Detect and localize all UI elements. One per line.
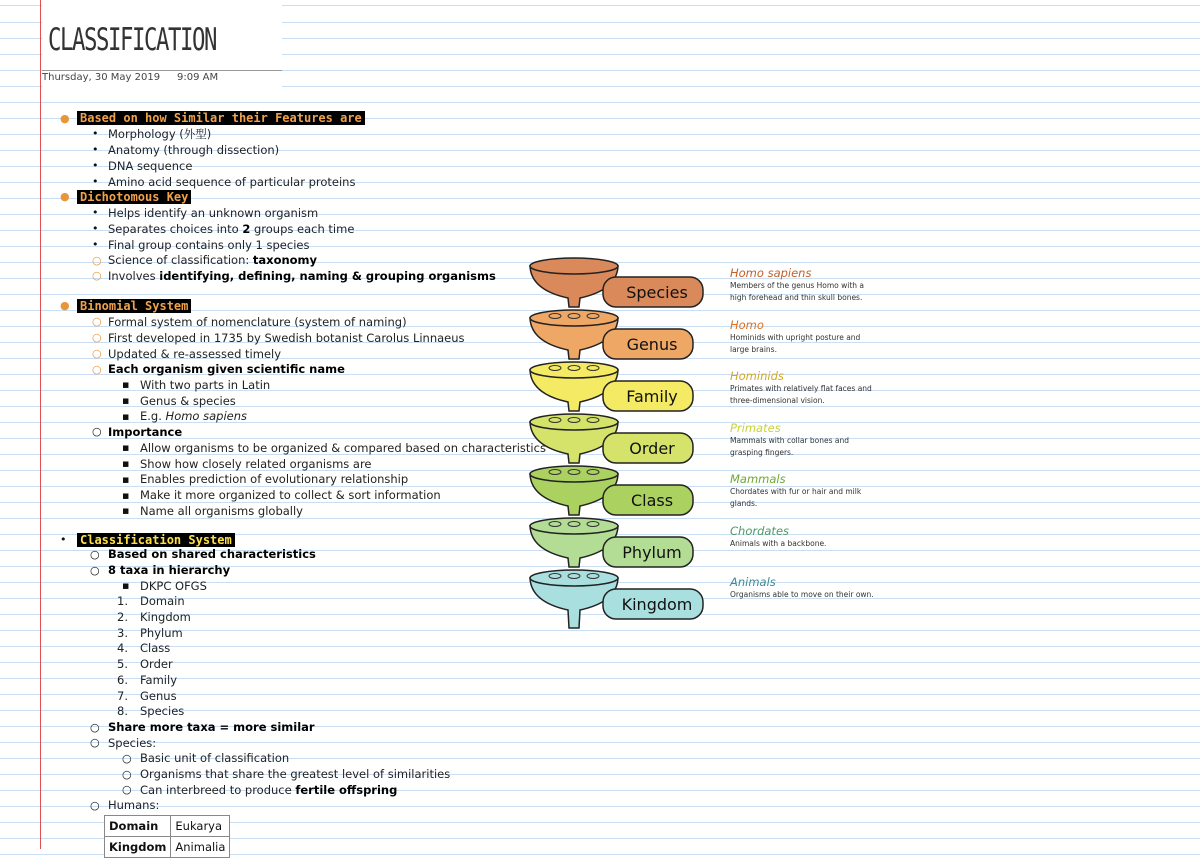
taxa-desc-line: grasping fingers. — [730, 447, 794, 457]
taxa-description — [730, 472, 880, 510]
list-item: Genus & species — [140, 394, 236, 408]
funnel-rim — [530, 258, 618, 274]
list-item: Each organism given scientific name — [108, 362, 345, 376]
bullet-icon: • — [92, 127, 99, 140]
hollow-bullet-icon: ○ — [92, 363, 102, 376]
taxa-name: Mammals — [730, 472, 786, 486]
list-item: With two parts in Latin — [140, 378, 271, 392]
hollow-bullet-icon: ○ — [90, 548, 100, 561]
list-item: Morphology (外型) — [108, 127, 212, 141]
taxa-description — [730, 318, 880, 356]
rank-label-kingdom — [603, 589, 703, 619]
taxa-number: 2. — [117, 610, 128, 624]
taxa-desc-line: Mammals with collar bones and — [730, 435, 850, 445]
rank-label-text: Phylum — [622, 543, 682, 562]
taxa-desc-line: high forehead and thin skull bones. — [730, 293, 863, 302]
rank-label-text: Class — [630, 491, 674, 510]
list-item: Can interbreed to produce fertile offspring — [140, 783, 398, 797]
taxa-description — [730, 421, 880, 459]
rank-label-text: Family — [626, 387, 678, 406]
list-item: Show how closely related organisms are — [140, 457, 372, 471]
taxa-item: Class — [140, 641, 171, 655]
list-item: Based on shared characteristics — [108, 547, 316, 561]
list-item: Species: — [108, 736, 157, 750]
taxa-number: 5. — [117, 657, 128, 671]
taxa-item: Phylum — [140, 626, 183, 640]
taxa-name: Primates — [730, 420, 781, 435]
section-heading-dichotomous: Dichotomous Key — [77, 189, 191, 205]
taxa-number: 8. — [117, 704, 128, 718]
taxa-desc-line: Organisms able to move on their own. — [730, 590, 874, 599]
list-item: Name all organisms globally — [140, 504, 303, 518]
list-item: Amino acid sequence of particular proteins — [108, 175, 356, 189]
funnel-labels — [603, 277, 703, 619]
list-item: E.g. Homo sapiens — [140, 409, 248, 423]
page-time: 9:09 AM — [177, 72, 219, 83]
square-bullet-icon: ▪ — [122, 473, 130, 486]
taxa-name: Homo — [730, 317, 764, 332]
list-item: Humans: — [108, 798, 160, 812]
hollow-bullet-icon: ○ — [122, 752, 132, 765]
list-item: Helps identify an unknown organism — [108, 206, 319, 220]
list-item: Anatomy (through dissection) — [108, 143, 280, 157]
section-heading-binomial: Binomial System — [77, 298, 191, 314]
taxa-item: Family — [140, 673, 178, 687]
section-heading-similar: Based on how Similar their Features are — [77, 110, 365, 126]
section-bullet-icon: ● — [60, 112, 70, 125]
rank-label-text: Species — [626, 283, 688, 302]
table-row — [105, 837, 230, 858]
taxa-description — [730, 369, 880, 407]
hollow-bullet-icon: ○ — [92, 347, 102, 360]
taxa-desc-line: Chordates with fur or hair and milk — [730, 487, 862, 496]
taxa-number: 4. — [117, 641, 128, 655]
square-bullet-icon: ▪ — [122, 579, 130, 592]
list-item: Basic unit of classification — [140, 751, 290, 765]
list-item: Updated & re-assessed timely — [108, 347, 282, 361]
taxa-name: Animals — [730, 575, 776, 589]
list-item: DKPC OFGS — [140, 579, 207, 593]
taxa-desc-line: large brains. — [730, 344, 777, 354]
taxa-name: Hominids — [730, 369, 784, 383]
rank-label-genus — [603, 329, 693, 359]
taxa-item: Kingdom — [140, 610, 191, 624]
rank-label-family — [603, 381, 693, 411]
table-cell: Domain — [105, 816, 171, 837]
hollow-bullet-icon: ○ — [90, 736, 100, 749]
bullet-icon: • — [92, 175, 99, 188]
hollow-bullet-icon: ○ — [90, 564, 100, 577]
list-item: Make it more organized to collect & sort information — [140, 488, 441, 502]
taxa-desc-line: Hominids with upright posture and — [730, 332, 861, 342]
list-item: Final group contains only 1 species — [108, 238, 310, 252]
notes-body[interactable] — [0, 0, 546, 854]
square-bullet-icon: ▪ — [122, 457, 130, 470]
rank-label-text: Genus — [626, 335, 678, 354]
taxa-number: 3. — [117, 626, 128, 640]
hollow-bullet-icon: ○ — [122, 768, 132, 781]
section-bullet-icon: ● — [60, 299, 70, 312]
list-item: DNA sequence — [108, 159, 193, 173]
list-item: Allow organisms to be organized & compared based on characteristics — [140, 441, 546, 455]
hollow-bullet-icon: ○ — [122, 783, 132, 796]
taxa-number: 7. — [117, 689, 128, 703]
rank-label-text: Kingdom — [621, 595, 693, 614]
list-item: Involves identifying, defining, naming & grouping organisms — [108, 269, 496, 283]
taxa-item: Order — [140, 657, 173, 671]
square-bullet-icon: ▪ — [122, 410, 130, 423]
taxa-desc-line: Animals with a backbone. — [730, 538, 827, 548]
taxa-desc-line: Primates with relatively flat faces and — [730, 384, 872, 393]
taxa-number: 1. — [117, 594, 128, 608]
taxa-description — [730, 575, 880, 601]
bullet-icon: • — [92, 206, 99, 219]
square-bullet-icon: ▪ — [122, 489, 130, 502]
hollow-bullet-icon: ○ — [90, 721, 100, 734]
taxa-item: Species — [140, 704, 185, 718]
hollow-bullet-icon: ○ — [90, 799, 100, 812]
taxa-description — [730, 524, 880, 550]
hollow-bullet-icon: ○ — [92, 269, 102, 282]
square-bullet-icon: ▪ — [122, 441, 130, 454]
page-date: Thursday, 30 May 2019 — [42, 72, 161, 83]
humans-table[interactable] — [104, 815, 230, 858]
hollow-bullet-icon: ○ — [92, 315, 102, 328]
rank-label-text: Order — [629, 439, 675, 458]
hollow-bullet-icon: ○ — [92, 254, 102, 267]
bullet-icon: • — [92, 143, 99, 156]
rank-label-species — [603, 277, 703, 307]
list-item: Share more taxa = more similar — [108, 720, 315, 734]
list-item: First developed in 1735 by Swedish botanist Carolus Linnaeus — [108, 331, 465, 345]
page-title[interactable]: CLASSIFICATION — [48, 22, 216, 58]
section-heading-system: Classification System — [77, 532, 235, 548]
square-bullet-icon: ▪ — [122, 378, 130, 391]
taxa-name: Chordates — [730, 523, 790, 538]
taxa-item: Domain — [140, 594, 185, 608]
square-bullet-icon: ▪ — [122, 394, 130, 407]
table-cell: Eukarya — [171, 816, 230, 837]
taxa-description — [730, 266, 880, 304]
table-cell: Kingdom — [105, 837, 171, 858]
taxa-funnel-diagram[interactable] — [525, 252, 725, 637]
rank-label-class — [603, 485, 693, 515]
list-item: Enables prediction of evolutionary relationship — [140, 472, 409, 486]
square-bullet-icon: ▪ — [122, 504, 130, 517]
taxa-number: 6. — [117, 673, 128, 687]
taxa-desc-line: three-dimensional vision. — [730, 396, 825, 405]
taxa-item: Genus — [140, 689, 177, 703]
bullet-icon: • — [92, 222, 99, 235]
section-bullet-icon: • — [60, 533, 67, 546]
taxa-desc-line: Members of the genus Homo with a — [730, 281, 865, 290]
list-item: Importance — [108, 425, 183, 439]
table-row — [105, 816, 230, 837]
list-item: Formal system of nomenclature (system of naming) — [108, 315, 407, 329]
table-cell: Animalia — [171, 837, 230, 858]
list-item: Science of classification: taxonomy — [108, 253, 318, 267]
rank-label-phylum — [603, 537, 693, 567]
list-item: Separates choices into 2 groups each time — [108, 222, 355, 236]
list-item: Organisms that share the greatest level of similarities — [140, 767, 451, 781]
list-item: 8 taxa in hierarchy — [108, 563, 231, 577]
hollow-bullet-icon: ○ — [92, 331, 102, 344]
section-bullet-icon: ● — [60, 190, 70, 203]
rank-label-order — [603, 433, 693, 463]
bullet-icon: • — [92, 159, 99, 172]
hollow-bullet-icon: ○ — [92, 425, 102, 438]
taxa-desc-line: glands. — [730, 499, 758, 508]
taxa-name: Homo sapiens — [730, 266, 812, 280]
bullet-icon: • — [92, 238, 99, 251]
